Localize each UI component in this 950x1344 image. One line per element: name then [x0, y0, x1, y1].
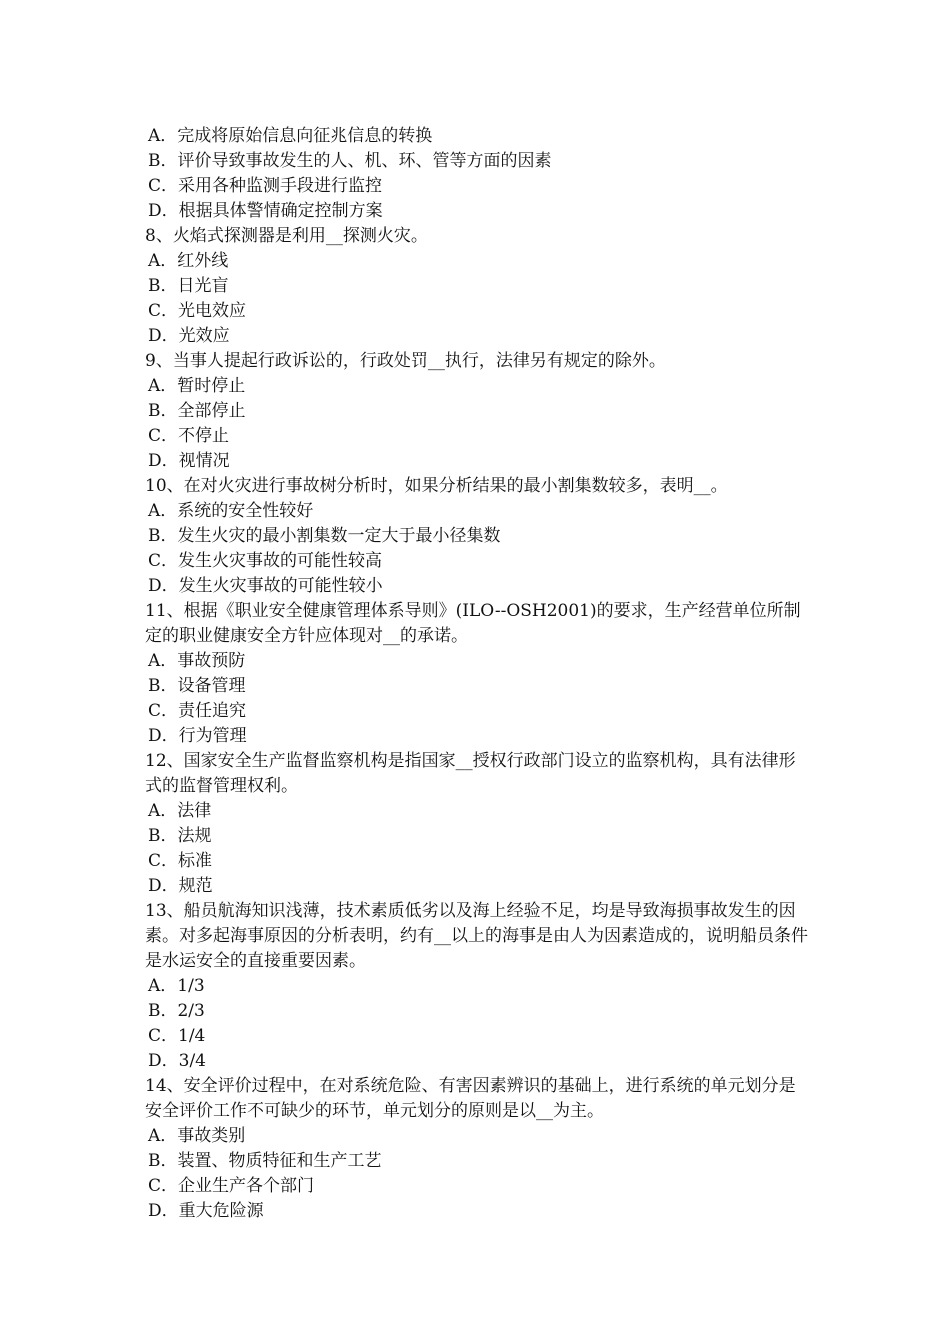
question-13 [145, 899, 810, 1074]
option-b: B．2/3 [148, 1001, 205, 1021]
option-c: C．企业生产各个部门 [148, 1176, 315, 1196]
prev-question-options [145, 124, 810, 224]
document-page [145, 124, 810, 1224]
option-b: B．装置、物质特征和生产工艺 [148, 1151, 382, 1171]
option-b: B．设备管理 [148, 676, 246, 696]
option-c: C．责任追究 [148, 701, 247, 721]
question-8 [145, 224, 810, 349]
option-d: D．重大危险源 [148, 1201, 264, 1221]
question-text: 13、船员航海知识浅薄，技术素质低劣以及海上经验不足，均是导致海损事故发生的因素。对多起海事原因的分析表明，约有__以上的海事是由人为因素造成的，说明船员条件是水运安全的直接重要因素。 [145, 901, 808, 971]
option-d: D．视情况 [148, 451, 230, 471]
option-c: C．不停止 [148, 426, 230, 446]
option-a: A．红外线 [148, 251, 229, 271]
question-10 [145, 474, 810, 599]
question-text: 10、在对火灾进行事故树分析时，如果分析结果的最小割集数较多，表明__。 [145, 476, 728, 496]
option-c: C．采用各种监测手段进行监控 [148, 176, 383, 196]
option-d: D．行为管理 [148, 726, 247, 746]
option-b: B．日光盲 [148, 276, 229, 296]
option-d: D．光效应 [148, 326, 230, 346]
option-c: C．光电效应 [148, 301, 247, 321]
option-a: A．暂时停止 [148, 376, 246, 396]
question-12 [145, 749, 810, 899]
option-b: B．法规 [148, 826, 212, 846]
question-text: 14、安全评价过程中，在对系统危险、有害因素辨识的基础上，进行系统的单元划分是安全评价工作不可缺少的环节，单元划分的原则是以__为主。 [145, 1076, 796, 1121]
option-c: C．标准 [148, 851, 213, 871]
option-a: A．法律 [148, 801, 212, 821]
option-d: D．发生火灾事故的可能性较小 [148, 576, 383, 596]
option-a: A．事故预防 [148, 651, 246, 671]
option-c: C．发生火灾事故的可能性较高 [148, 551, 383, 571]
question-11 [145, 599, 810, 749]
option-b: B．全部停止 [148, 401, 246, 421]
question-14 [145, 1074, 810, 1224]
option-c: C．1/4 [148, 1026, 206, 1046]
question-text: 8、火焰式探测器是利用__探测火灾。 [145, 226, 428, 246]
option-a: A．1/3 [148, 976, 205, 996]
option-a: A．系统的安全性较好 [148, 501, 314, 521]
question-text: 12、国家安全生产监督监察机构是指国家__授权行政部门设立的监察机构，具有法律形式的监督管理权利。 [145, 751, 796, 796]
option-d: D．3/4 [148, 1051, 206, 1071]
option-b: B．发生火灾的最小割集数一定大于最小径集数 [148, 526, 501, 546]
question-9 [145, 349, 810, 474]
option-d: D．规范 [148, 876, 213, 896]
option-d: D．根据具体警情确定控制方案 [148, 201, 383, 221]
question-text: 9、当事人提起行政诉讼的，行政处罚__执行，法律另有规定的除外。 [145, 351, 666, 371]
option-b: B．评价导致事故发生的人、机、环、管等方面的因素 [148, 151, 552, 171]
question-text: 11、根据《职业安全健康管理体系导则》(ILO--OSH2001)的要求，生产经营单位所制定的职业健康安全方针应体现对__的承诺。 [145, 601, 801, 646]
option-a: A．完成将原始信息向征兆信息的转换 [148, 126, 433, 146]
option-a: A．事故类别 [148, 1126, 246, 1146]
